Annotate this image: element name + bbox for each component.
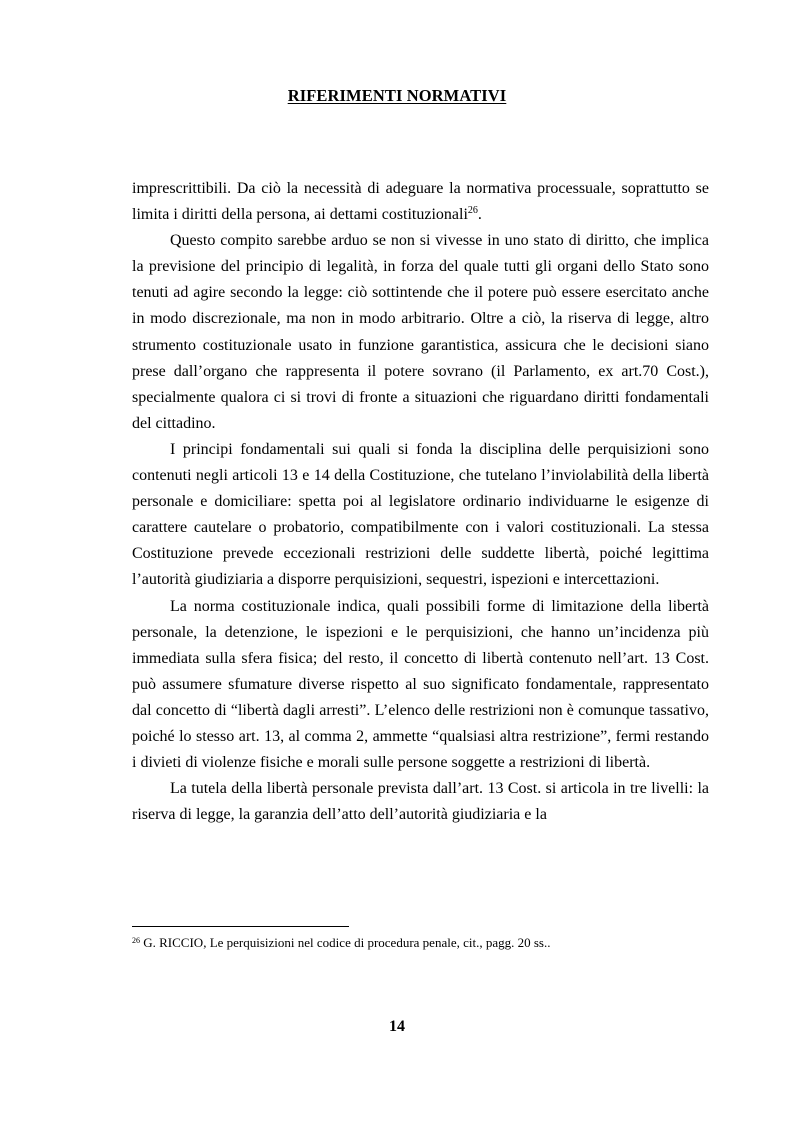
footnote: [132, 935, 709, 951]
body-text: [132, 176, 709, 828]
footnote-text: G. RICCIO, Le perquisizioni nel codice di procedura penale, cit., pagg. 20 ss..: [140, 935, 551, 950]
page-number: 14: [389, 1018, 405, 1035]
footnote-separator: [132, 926, 349, 927]
paragraph-4: La norma costituzionale indica, quali possibili forme di limitazione della libertà personale, la detenzione, le ispezioni e le perquisizioni, che hanno un’incidenza più immediata sulla sfera fisica; del resto, il concetto di libertà contenuto nell’art. 13 Cost. può assumere sfumature diverse rispetto al suo significato fondamentale, rappresentato dal concetto di “libertà dagli arresti”. L’elenco delle restrizioni non è comunque tassativo, poiché lo stesso art. 13, al comma 2, ammette “qualsiasi altra restrizione”, fermi restando i divieti di violenze fisiche e morali sulle persone soggette a restrizioni di libertà.: [132, 597, 709, 772]
paragraph-5: La tutela della libertà personale prevista dall’art. 13 Cost. si articola in tre livelli: la riserva di legge, la garanzia dell’atto dell’autorità giudiziaria e la: [132, 780, 709, 824]
paragraph-1: [132, 176, 709, 228]
footnote-number: 26: [132, 936, 140, 945]
footnote-reference: 26: [467, 205, 478, 217]
page-header-title: RIFERIMENTI NORMATIVI: [287, 86, 507, 105]
paragraph-2: Questo compito sarebbe arduo se non si vivesse in uno stato di diritto, che implica la previsione del principio di legalità, in forza del quale tutti gli organi dello Stato sono tenuti ad agire secondo la legge: ciò sottintende che il potere può essere esercitato anche in modo discrezionale, ma non in modo arbitrario. Oltre a ciò, la riserva di legge, altro strumento costituzionale usato in funzione garantistica, assicura che le decisioni siano prese dall’organo che rappresenta il potere sovrano (il Parlamento, ex art.70 Cost.), specialmente qualora ci si trovi di fronte a situazioni che riguardano diritti fondamentali del cittadino.: [132, 232, 709, 432]
paragraph-1-end: .: [477, 206, 482, 224]
paragraph-1-text: imprescrittibili. Da ciò la necessità di adeguare la normativa processuale, soprattutto se limita i diritti della persona, ai dettami costituzionali: [132, 180, 709, 224]
paragraph-3: I principi fondamentali sui quali si fonda la disciplina delle perquisizioni sono contenuti negli articoli 13 e 14 della Costituzione, che tutelano l’inviolabilità della libertà personale e domiciliare: spetta poi al legislatore ordinario individuarne le esigenze di carattere cautelare o probatorio, compatibilmente con i valori costituzionali. La stessa Costituzione prevede eccezionali restrizioni delle suddette libertà, poiché legittima l’autorità giudiziaria a disporre perquisizioni, sequestri, ispezioni e intercettazioni.: [132, 440, 709, 589]
